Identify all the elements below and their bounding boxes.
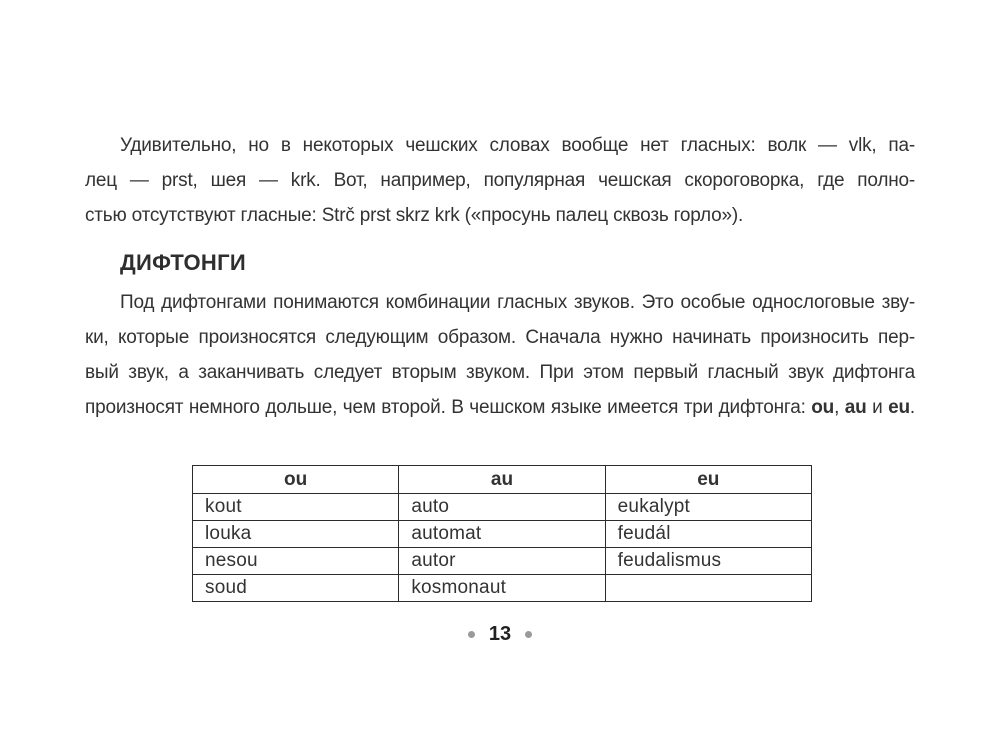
table-header-row [193,466,812,494]
text-line: ки, которые произносятся следующим образом. Сначала нужно начинать произносить пер- [85,327,915,348]
text-line-with-bold [85,390,915,425]
table-cell: autor [399,548,605,575]
table-row [193,548,812,575]
table-cell: nesou [193,548,399,575]
diphthong-eu: eu [888,397,910,418]
table-row [193,521,812,548]
paragraph-diphthongs [85,285,915,425]
page-number: 13 [488,623,512,645]
table-cell: soud [193,575,399,602]
diphthongs-table [192,465,812,602]
text-line: стью отсутствуют гласные: Strč prst skrz krk («просунь палец сквозь горло»). [85,205,744,226]
paragraph-no-vowels [85,0,915,233]
table-cell: kout [193,494,399,521]
table-cell [605,575,811,602]
text-line: лец — prst, шея — krk. Вот, например, популярная чешская скороговорка, где полно- [85,170,915,191]
text-run: и [866,397,889,418]
table-header-eu: eu [605,466,811,494]
text-run: , [834,397,845,418]
table-cell: automat [399,521,605,548]
table-cell: louka [193,521,399,548]
table-cell: eukalypt [605,494,811,521]
table-row [193,575,812,602]
table-cell: auto [399,494,605,521]
table-row [193,494,812,521]
table-cell: kosmonaut [399,575,605,602]
table-cell: feudalismus [605,548,811,575]
footer-dot-left-icon [468,631,475,638]
page-content [85,0,915,646]
text-line: Под дифтонгами понимаются комбинации гласных звуков. Это особые однослоговые зву- [120,292,915,313]
table-cell: feudál [605,521,811,548]
text-run: . [909,397,915,418]
text-line: вый звук, а заканчивать следует вторым звуком. При этом первый гласный звук дифтонга [85,362,915,383]
diphthong-ou: ou [811,397,835,418]
footer-dot-right-icon [525,631,532,638]
text-line: Удивительно, но в некоторых чешских словах вообще нет гласных: волк — vlk, па- [120,135,915,156]
text-run: произносят немного дольше, чем второй. В чешском языке имеется три дифтонга: [85,397,812,418]
section-heading-diphthongs: ДИФТОНГИ [120,250,246,275]
diphthong-au: au [844,397,867,418]
table-header-ou: ou [193,466,399,494]
table-header-au: au [399,466,605,494]
page-footer [85,622,915,646]
